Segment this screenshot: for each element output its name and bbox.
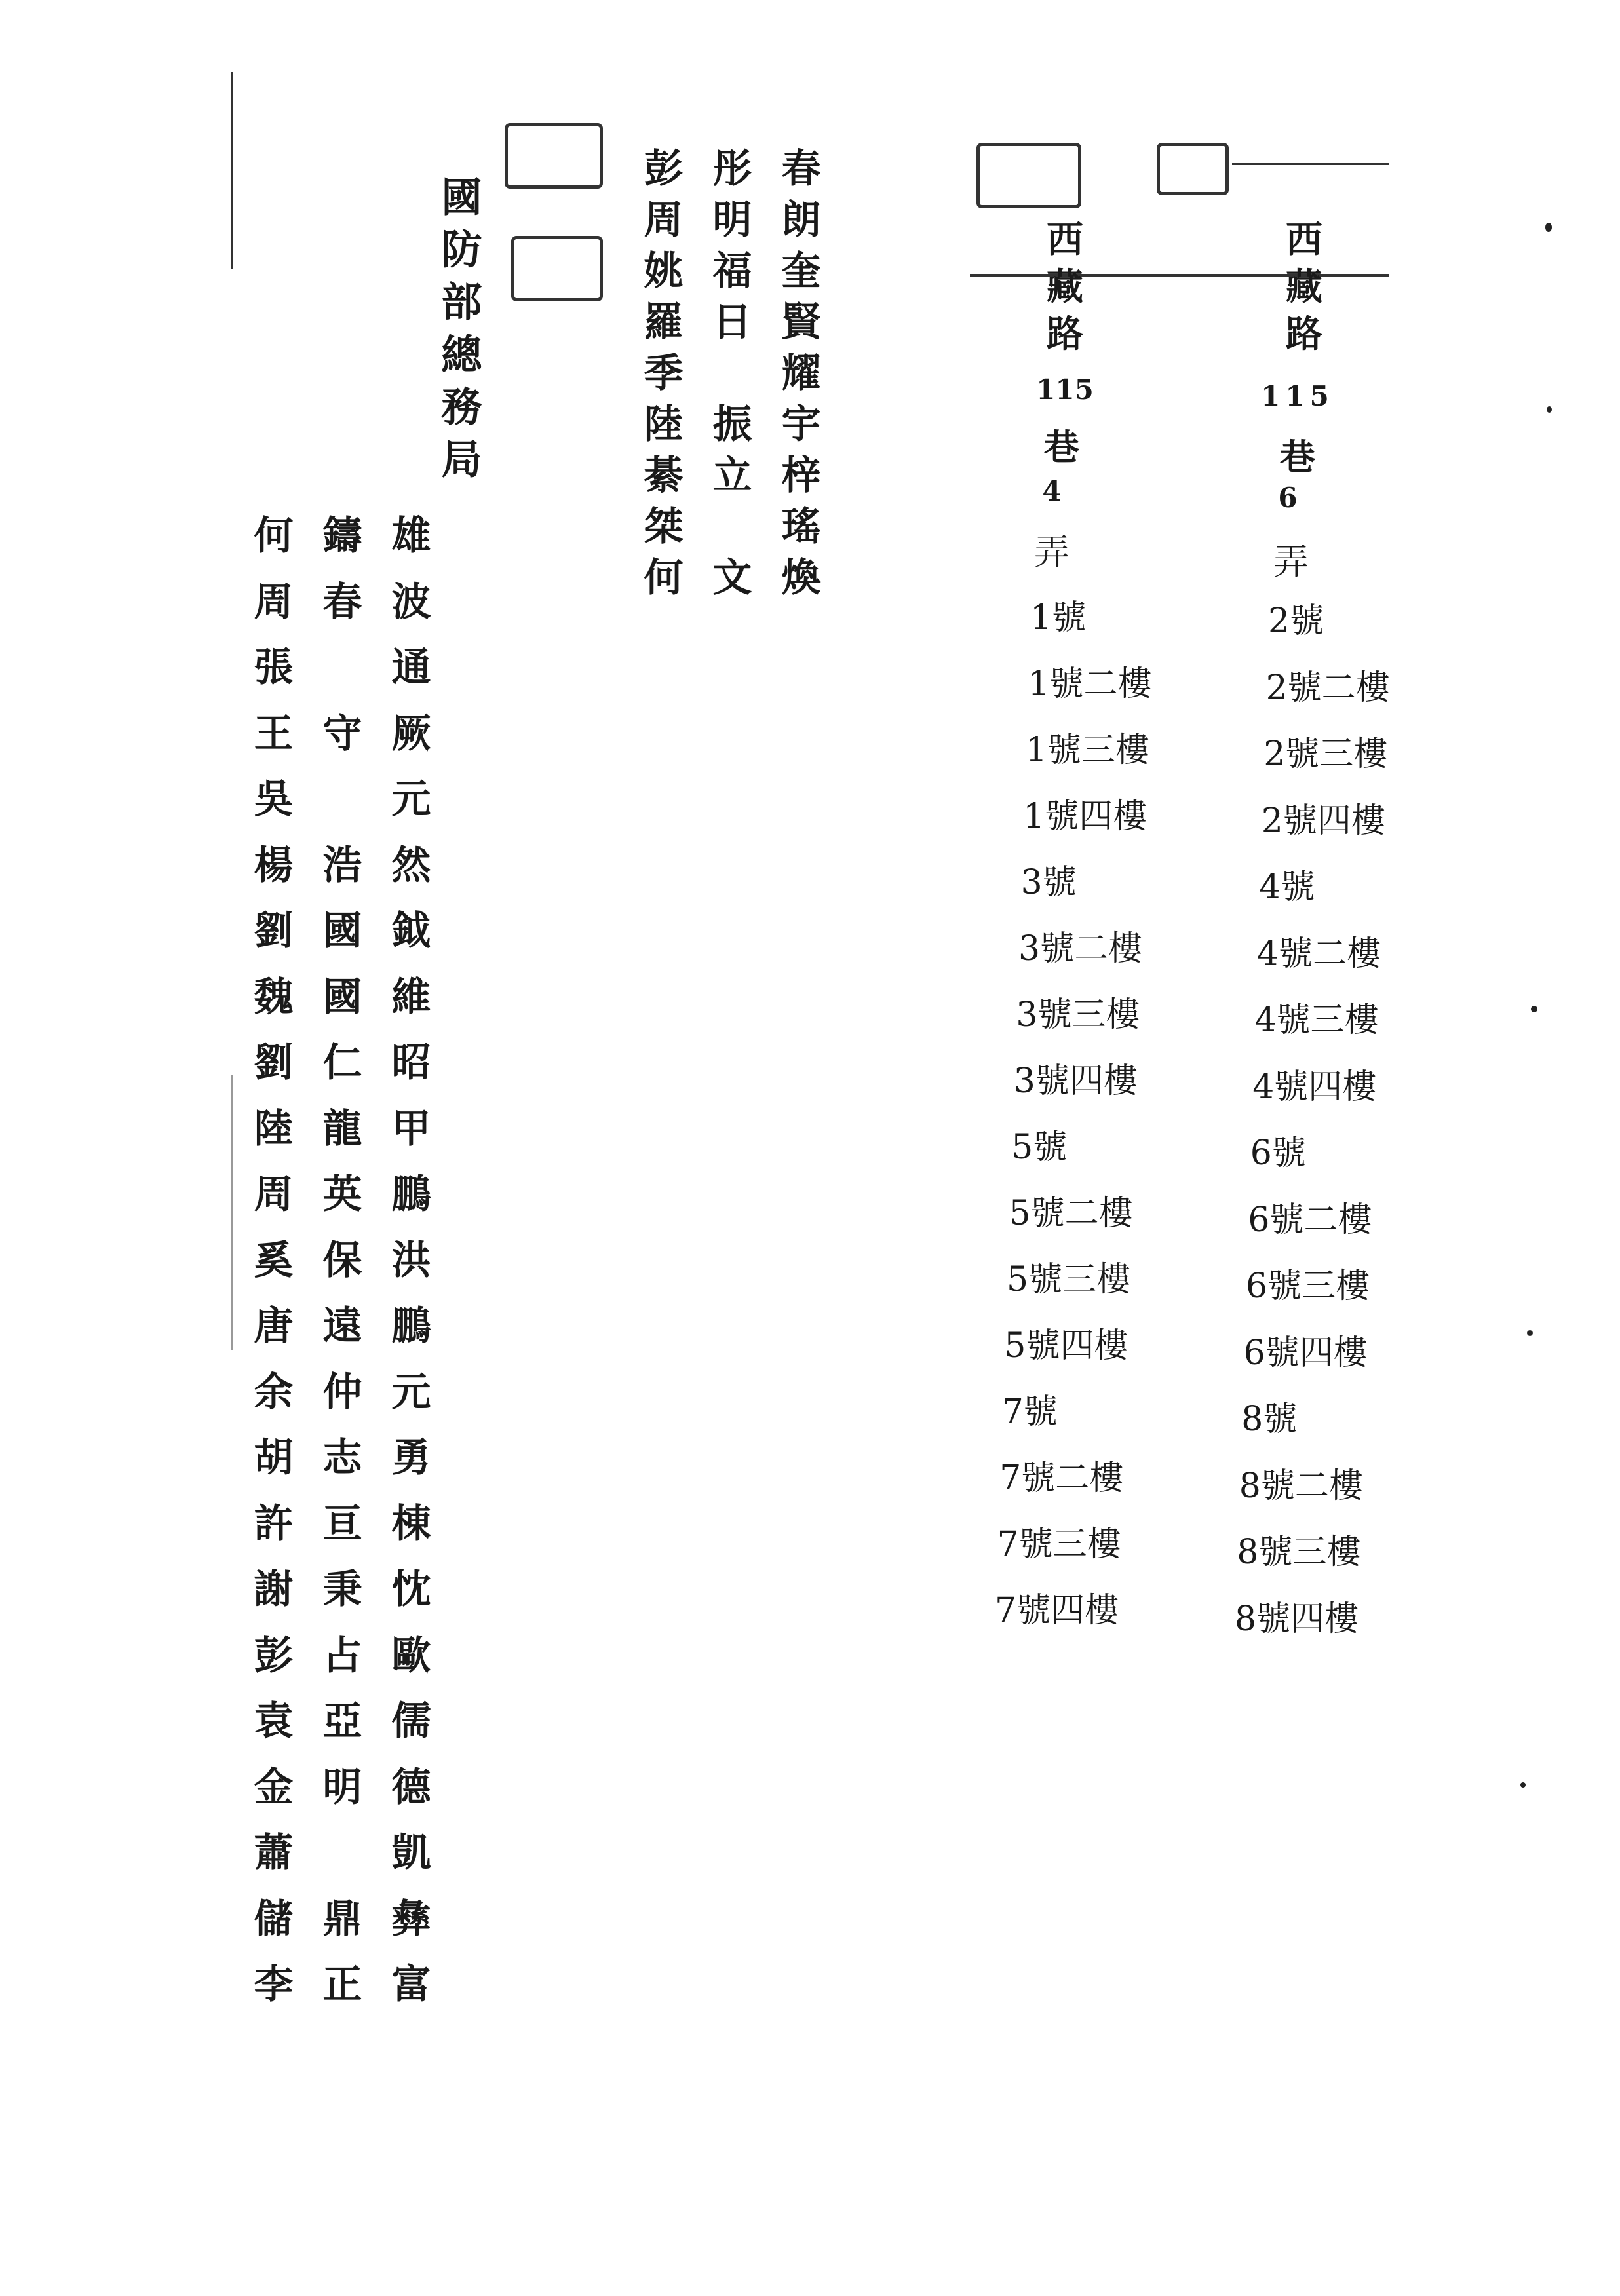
name-row: [629, 495, 836, 552]
alley-unit-right: 弄: [1273, 541, 1309, 583]
name-row: [629, 291, 836, 347]
address-entry: 6號: [1250, 1134, 1306, 1173]
address-entry: 6號四樓: [1243, 1333, 1368, 1373]
address-entry: 3號三樓: [1016, 995, 1140, 1035]
lane-unit-left: 巷: [1044, 426, 1079, 468]
name-char: 唐: [254, 1303, 294, 1349]
name-row: [239, 1690, 446, 1746]
address-entry: 7號三樓: [997, 1525, 1121, 1564]
name-char: 仁: [322, 1040, 362, 1086]
name-char: 瑤: [781, 504, 821, 550]
address-entry: 4號四樓: [1252, 1067, 1377, 1107]
edge-speck: [1531, 1006, 1537, 1012]
name-row: [239, 636, 446, 693]
address-entry: 1號三樓: [1025, 731, 1149, 770]
name-char: 鼎: [322, 1896, 362, 1942]
name-char: 周: [254, 579, 294, 625]
address-entry: 7號四樓: [995, 1591, 1119, 1630]
name-row: [239, 1361, 446, 1417]
address-entry: 2號二樓: [1265, 668, 1390, 708]
name-char: 劉: [254, 1040, 294, 1086]
name-row: [239, 1031, 446, 1088]
name-char: 富: [391, 1962, 431, 2008]
name-row: [629, 444, 836, 501]
name-char: 金: [254, 1764, 294, 1810]
name-char: 忱: [391, 1567, 431, 1613]
name-char: 秉: [322, 1567, 362, 1613]
name-char: 日: [712, 299, 752, 345]
name-char: 胡: [254, 1435, 294, 1481]
alley-left: 4: [1042, 475, 1062, 507]
address-entry: 5號: [1011, 1128, 1068, 1167]
name-row: [629, 138, 836, 194]
name-char: 羅: [644, 299, 684, 345]
name-row: [239, 1295, 446, 1351]
address-entry: 1號: [1030, 598, 1087, 638]
name-char: 劉: [254, 908, 294, 954]
name-char: 亞: [322, 1698, 362, 1744]
address-entry: 5號三樓: [1007, 1260, 1131, 1299]
address-entry: 2號: [1268, 602, 1324, 641]
name-char: 宇: [781, 402, 821, 448]
name-row: [629, 189, 836, 245]
name-row: [239, 1558, 446, 1615]
address-entry: 7號: [1001, 1392, 1058, 1432]
name-row: [239, 900, 446, 956]
address-entry: 2號四樓: [1261, 801, 1385, 841]
name-char: 龍: [322, 1105, 362, 1152]
name-char: 國: [322, 908, 362, 954]
name-char: 凱: [391, 1830, 431, 1876]
name-char: 魏: [254, 974, 294, 1020]
address-entry: 5號四樓: [1004, 1326, 1128, 1366]
name-char: 德: [391, 1764, 431, 1810]
name-char: 周: [644, 197, 684, 243]
name-char: 遠: [322, 1303, 362, 1349]
name-char: 通: [391, 645, 431, 691]
name-char: 彝: [391, 1896, 431, 1942]
address-entry: 1號二樓: [1028, 664, 1152, 704]
name-char: 綦: [644, 453, 684, 499]
rule-line: [1232, 163, 1389, 165]
name-char: 周: [254, 1172, 294, 1217]
name-char: 王: [254, 710, 294, 757]
name-char: 楊: [254, 842, 294, 889]
name-char: 浩: [322, 842, 362, 889]
name-row: [629, 546, 836, 603]
name-char: 福: [712, 248, 752, 294]
name-row: [239, 1163, 446, 1219]
name-char: 姚: [644, 248, 684, 294]
name-char: 然: [391, 842, 431, 889]
name-char: 奚: [254, 1237, 294, 1284]
name-char: 陸: [644, 402, 684, 448]
name-char: 占: [322, 1632, 362, 1679]
stamp-mark: [511, 236, 603, 301]
name-row: [239, 1888, 446, 1944]
name-row: [239, 768, 446, 824]
name-char: [698, 342, 767, 398]
lane-left: 115: [1036, 373, 1094, 406]
edge-speck: [1520, 1782, 1526, 1788]
address-entry: 3號四樓: [1013, 1062, 1138, 1101]
lane-unit-right: 巷: [1280, 436, 1315, 478]
name-char: 正: [322, 1962, 362, 2008]
street-left: 西 藏 路: [1047, 218, 1083, 356]
name-char: 鵬: [391, 1303, 431, 1349]
name-row: [239, 834, 446, 890]
name-char: 雄: [391, 513, 431, 559]
name-char: 彭: [644, 146, 684, 192]
edge-speck: [1547, 406, 1552, 413]
margin-line: [231, 1075, 233, 1350]
address-entry: 4號二樓: [1257, 934, 1381, 974]
stamp-mark: [505, 123, 603, 189]
name-char: 奎: [781, 248, 821, 294]
name-char: 勇: [391, 1435, 431, 1481]
name-char: 元: [391, 1369, 431, 1415]
name-char: 棟: [391, 1501, 431, 1547]
address-entry: 8號: [1241, 1400, 1298, 1439]
name-char: 蕭: [254, 1830, 294, 1876]
address-entry: 5號二樓: [1009, 1194, 1133, 1233]
name-row: [239, 571, 446, 627]
name-char: 維: [391, 974, 431, 1020]
name-char: 季: [644, 351, 684, 396]
name-row: [239, 1822, 446, 1878]
name-row: [239, 1624, 446, 1681]
stamp-mark: [976, 143, 1081, 208]
name-char: 鑄: [322, 513, 362, 559]
name-char: 桀: [644, 504, 684, 550]
edge-speck: [1527, 1330, 1533, 1336]
address-entry: 3號: [1020, 863, 1077, 902]
name-char: 梓: [781, 453, 821, 499]
stamp-mark: [1157, 143, 1229, 195]
name-row: [239, 1098, 446, 1154]
name-char: 謝: [254, 1567, 294, 1613]
name-char: 立: [712, 453, 752, 499]
name-char: 吳: [254, 776, 294, 822]
address-entry: 8號三樓: [1237, 1533, 1361, 1572]
name-char: 煥: [781, 555, 821, 601]
name-char: [308, 636, 377, 693]
name-char: 鵬: [391, 1172, 431, 1217]
name-char: 守: [322, 710, 362, 757]
name-char: 張: [254, 645, 294, 691]
name-row: [239, 1426, 446, 1483]
name-char: 國: [322, 974, 362, 1020]
name-char: 昭: [391, 1040, 431, 1086]
address-entry: 6號三樓: [1246, 1267, 1370, 1306]
address-entry: 8號四樓: [1235, 1599, 1359, 1639]
name-char: 歐: [391, 1632, 431, 1679]
name-row: [239, 966, 446, 1022]
address-entry: 4號: [1259, 868, 1315, 907]
name-row: [239, 1229, 446, 1286]
address-entry: 8號二樓: [1239, 1466, 1363, 1506]
alley-unit-left: 弄: [1034, 531, 1070, 573]
department-title: 國防部總務局: [434, 176, 482, 490]
address-entry: 1號四樓: [1023, 797, 1148, 836]
name-char: 元: [391, 776, 431, 822]
name-char: 余: [254, 1369, 294, 1415]
name-row: [239, 505, 446, 561]
name-char: 春: [781, 146, 821, 192]
name-char: 文: [712, 555, 752, 601]
street-right: 西 藏 路: [1286, 218, 1322, 356]
name-row: [629, 240, 836, 296]
name-row: [629, 342, 836, 398]
name-char: 何: [254, 513, 294, 559]
name-char: 明: [712, 197, 752, 243]
name-row: [239, 1756, 446, 1812]
name-char: 儒: [391, 1698, 431, 1744]
name-char: 志: [322, 1435, 362, 1481]
name-char: 振: [712, 402, 752, 448]
address-entry: 4號三樓: [1254, 1001, 1379, 1040]
name-row: [629, 393, 836, 450]
name-char: [308, 1822, 377, 1878]
name-char: 甲: [391, 1105, 431, 1152]
name-char: 袁: [254, 1698, 294, 1744]
name-char: 李: [254, 1962, 294, 2008]
name-char: 保: [322, 1237, 362, 1284]
name-char: [698, 495, 767, 552]
name-row: [239, 1493, 446, 1549]
name-char: 賢: [781, 299, 821, 345]
name-row: [239, 702, 446, 759]
name-char: 陸: [254, 1105, 294, 1152]
alley-right: 6: [1278, 482, 1298, 514]
address-entry: 3號二樓: [1018, 929, 1143, 968]
name-char: 厥: [391, 710, 431, 757]
name-char: 何: [644, 555, 684, 601]
name-char: 耀: [781, 351, 821, 396]
name-char: 朗: [781, 197, 821, 243]
name-char: 彭: [254, 1632, 294, 1679]
name-row: [239, 1953, 446, 2010]
name-char: 英: [322, 1172, 362, 1217]
name-char: 春: [322, 579, 362, 625]
address-entry: 2號三樓: [1263, 735, 1388, 774]
name-char: 亘: [322, 1501, 362, 1547]
address-entry: 7號二樓: [999, 1459, 1124, 1498]
address-entry: 6號二樓: [1248, 1200, 1372, 1240]
name-char: 許: [254, 1501, 294, 1547]
name-char: 明: [322, 1764, 362, 1810]
edge-speck: [1545, 223, 1552, 232]
name-char: [308, 768, 377, 824]
name-char: 彤: [712, 146, 752, 192]
name-char: 儲: [254, 1896, 294, 1942]
name-char: 洪: [391, 1237, 431, 1284]
name-char: 鉞: [391, 908, 431, 954]
name-char: 仲: [322, 1369, 362, 1415]
lane-right: 115: [1261, 380, 1334, 412]
name-char: 波: [391, 579, 431, 625]
margin-line: [231, 72, 233, 269]
